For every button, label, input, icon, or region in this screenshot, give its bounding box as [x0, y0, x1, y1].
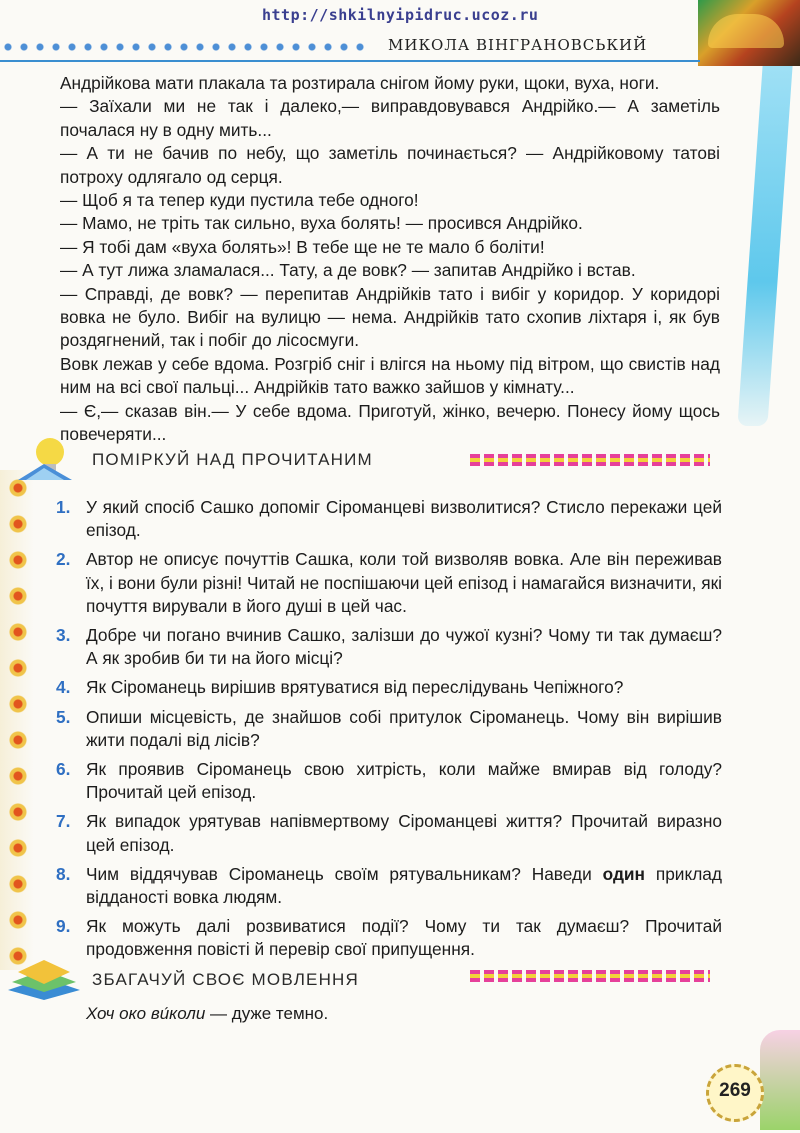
question-list: [56, 496, 723, 968]
question-text: Добре чи погано вчинив Сашко, залізши до чужої кузні? Чому ти так думаєш? А як зробив би ти на його місці?: [86, 625, 722, 669]
question-text: Як випадок урятував напівмертвому Сіроманцеві життя? Прочитай виразно цей епізод.: [86, 811, 722, 855]
list-item: [56, 915, 722, 961]
flower-decoration: [760, 1030, 800, 1130]
question-text: У який спосіб Сашко допоміг Сіроманцеві визволитися? Стисло перекажи цей епізод.: [86, 497, 722, 541]
question-number: 4.: [56, 677, 71, 698]
paragraph: — Щоб я та тепер куди пустила тебе одного!: [60, 190, 419, 211]
paragraph: — Є,— сказав він.— У себе вдома. Приготуй, жінко, вечерю. Понесу йому щось повечеряти...: [60, 400, 720, 445]
question-text: Опиши місцевість, де знайшов собі притулок Сіроманець. Чому він вирішив жити подалі від лісів?: [86, 706, 722, 750]
header-url: http://shkilnyipidruc.ucoz.ru: [262, 6, 539, 24]
lightbulb-icon: [14, 434, 80, 482]
list-item: [56, 758, 722, 804]
question-number: 6.: [56, 759, 71, 780]
proverb-italic: Хоч око ви́коли: [86, 1004, 206, 1023]
page-number: 269: [706, 1064, 764, 1122]
paragraph: — Мамо, не тріть так сильно, вуха болять! — просився Андрійко.: [60, 213, 583, 234]
left-floral-border: [0, 470, 34, 970]
wavy-ornament: [470, 970, 710, 982]
question-text-end: приклад відданості вовка людям.: [86, 863, 722, 908]
list-item: [56, 548, 723, 618]
question-text-start: Чим віддячував Сіроманець своїм рятувальникам? Наведи: [86, 863, 603, 884]
list-item: [56, 863, 722, 909]
emphasis-word: один: [602, 863, 645, 884]
list-item: [56, 706, 722, 752]
list-item: [56, 496, 722, 542]
paragraph: — А ти не бачив по небу, що заметіль починається? — Андрійковому татові потроху одлягало од серця.: [60, 143, 720, 187]
paragraph: — Заїхали ми не так і далеко,— виправдовувався Андрійко.— А заметіль почалася ну в одну мить...: [60, 96, 720, 140]
section-reflect: [0, 440, 760, 480]
paragraph: — А тут лижа зламалася... Тату, а де вовк? — запитав Андрійко і встав.: [60, 260, 636, 281]
section-title: ЗБАГАЧУЙ СВОЄ МОВЛЕННЯ: [92, 970, 360, 989]
list-item: [56, 810, 722, 856]
proverb-rest: — дуже темно.: [205, 1004, 329, 1023]
section-enrich-speech: [0, 958, 760, 998]
paragraph: Андрійкова мати плакала та розтирала снігом йому руки, щоки, вуха, ноги.: [60, 73, 660, 93]
paragraph: Вовк лежав у себе вдома. Розгріб сніг і влігся на ньому під вітром, що свистів над ним на всі свої пальці... Андрійків тато важко зайшов у кімнату...: [60, 353, 720, 398]
question-number: 5.: [56, 706, 71, 727]
question-text: Автор не описує почуттів Сашка, коли той визволяв вовка. Але він переживав їх, і вони були різні! Читай не поспішаючи цей епізод і намагайся визначити, які почуття вирували в його душі в цей час.: [86, 549, 723, 616]
books-icon: [4, 950, 84, 1000]
paragraph: — Я тобі дам «вуха болять»! В тебе ще не те мало б боліти!: [60, 236, 545, 257]
paragraph: — Справді, де вовк? — перепитав Андрійків тато і вибіг у коридор. У коридорі вовка не було. Вибіг на вулицю — нема. Андрійків тато схопив ліхтаря і, як був роздягнений, так і побіг до лісосмуги.: [60, 283, 720, 351]
question-text: Як Сіроманець вирішив врятуватися від переслідувань Чепіжного?: [86, 677, 624, 698]
corner-illustration: [698, 0, 800, 66]
list-item: [56, 676, 722, 699]
section-title: ПОМІРКУЙ НАД ПРОЧИТАНИМ: [92, 450, 373, 469]
question-number: 9.: [56, 916, 71, 937]
list-item: [56, 624, 722, 670]
question-text: Як проявив Сіроманець свою хитрість, коли майже вмирав від голоду? Прочитай цей епізод.: [86, 759, 722, 803]
running-header-author: МИКОЛА ВІНГРАНОВСЬКИЙ: [388, 36, 648, 54]
proverb: [86, 1004, 328, 1024]
wavy-ornament: [470, 454, 710, 466]
question-number: 7.: [56, 811, 71, 832]
question-number: 2.: [56, 549, 71, 570]
header-dot-ornament: [0, 40, 370, 54]
question-text: Як можуть далі розвиватися події? Чому ти так думаєш? Прочитай продовження повісті й перевір свої припущення.: [86, 916, 722, 960]
header-rule: [0, 60, 700, 62]
question-number: 1.: [56, 497, 71, 517]
story-text: [60, 72, 720, 447]
question-number: 3.: [56, 625, 71, 646]
ribbon-decoration: [737, 66, 792, 426]
question-number: 8.: [56, 863, 71, 884]
